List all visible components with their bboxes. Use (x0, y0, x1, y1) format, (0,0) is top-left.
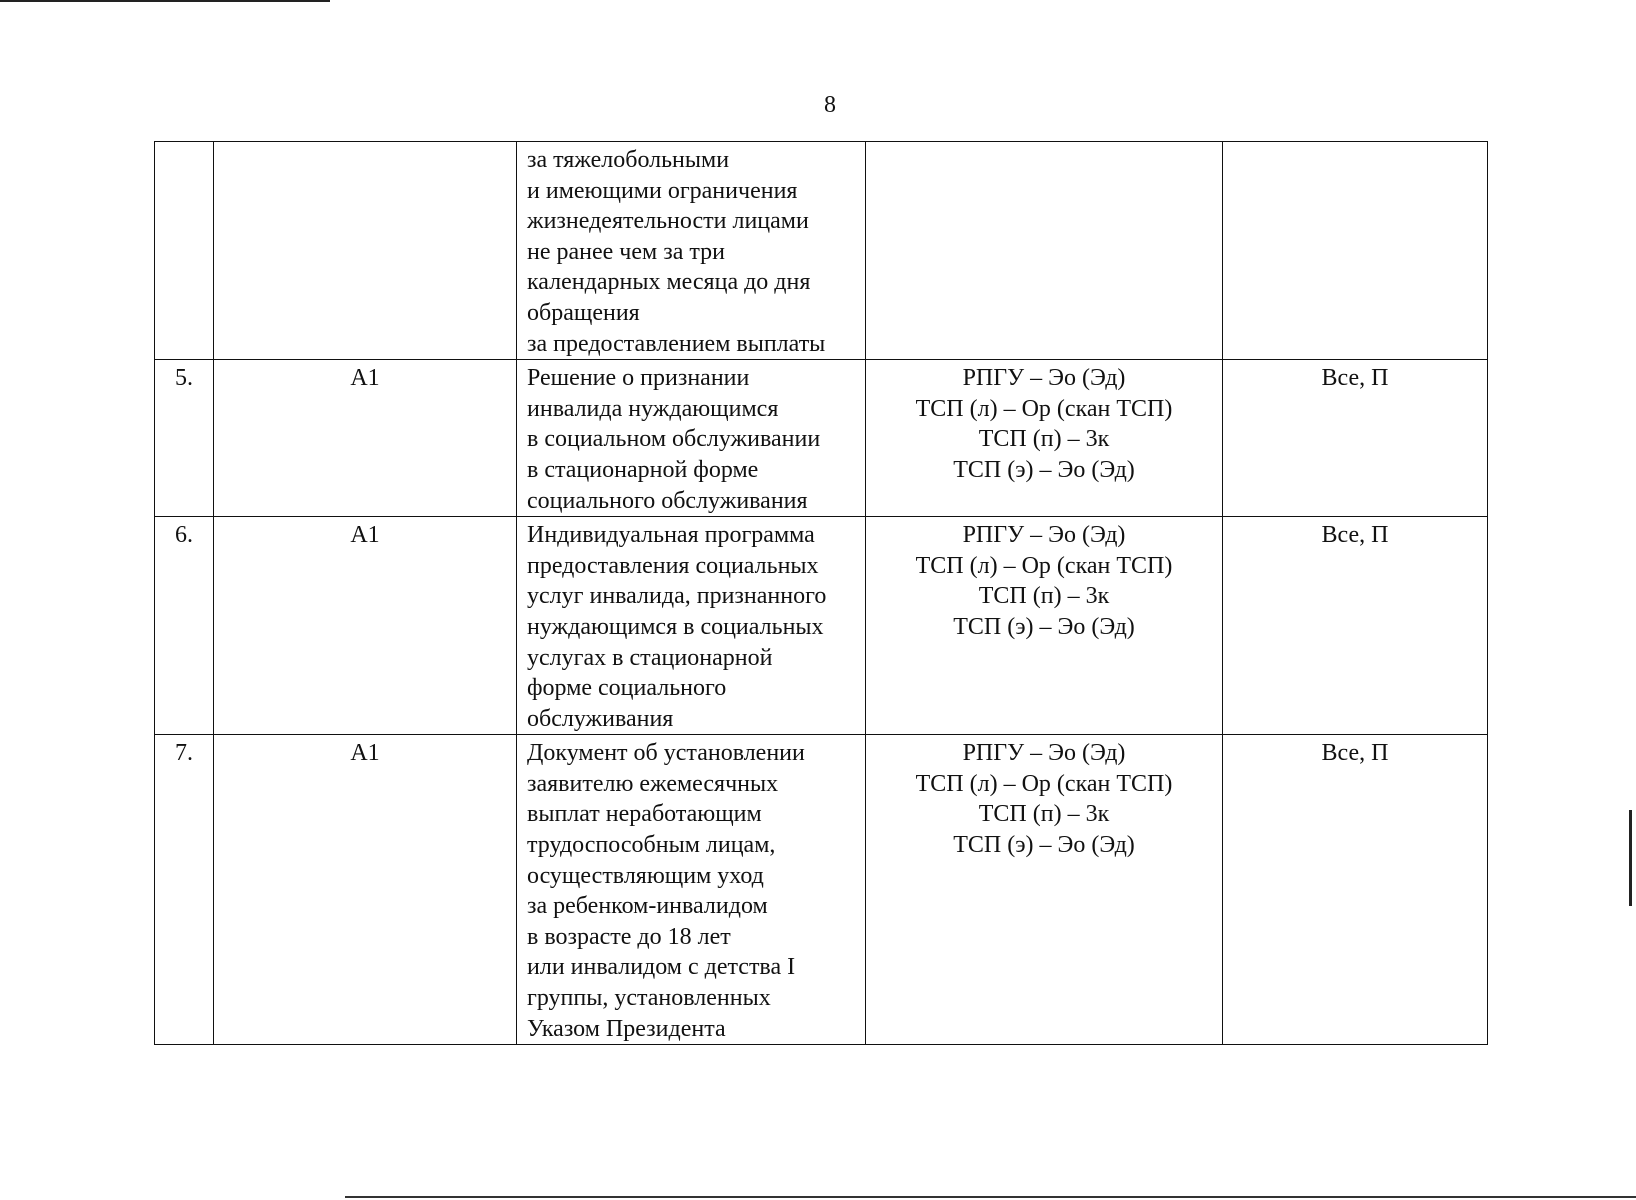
row-code-cell (214, 142, 517, 360)
source-line: ТСП (п) – 3к (978, 583, 1110, 610)
description-line: в социальном обслуживании (527, 426, 821, 453)
documents-table (154, 141, 1488, 1045)
description-line: обслуживания (527, 705, 674, 732)
source-line: ТСП (э) – Эо (Эд) (953, 832, 1135, 859)
scan-edge-bottom (345, 1196, 1636, 1198)
source-line: ТСП (э) – Эо (Эд) (953, 456, 1135, 483)
description-line: за ребенком-инвалидом (527, 893, 768, 920)
description-line: Индивидуальная программа (527, 522, 815, 549)
source-line: ТСП (л) – Ор (скан ТСП) (915, 395, 1173, 422)
description-line: нуждающимся в социальных (527, 613, 824, 640)
description-line: календарных месяца до дня (527, 269, 811, 296)
description-line: или инвалидом с детства I (527, 954, 796, 981)
table-row (155, 735, 1488, 1045)
description-line: инвалида нуждающимся (527, 395, 779, 422)
description-line: осуществляющим уход (527, 862, 764, 889)
description-line: и имеющими ограничения (527, 177, 798, 204)
row-number-cell: 5. (155, 360, 214, 517)
row-category-cell: Все, П (1223, 517, 1488, 735)
row-sources-cell (866, 735, 1223, 1045)
description-line: Решение о признании (527, 365, 750, 392)
page-number: 8 (824, 92, 836, 118)
description-line: за предоставлением выплаты (527, 330, 826, 357)
row-description-cell (517, 142, 866, 360)
table-row (155, 517, 1488, 735)
description-line: Указом Президента (527, 1015, 726, 1042)
row-code-cell: А1 (214, 735, 517, 1045)
source-line: РПГУ – Эо (Эд) (962, 740, 1126, 767)
row-description-cell (517, 360, 866, 517)
row-sources-cell (866, 517, 1223, 735)
row-sources-cell (866, 142, 1223, 360)
description-line: трудоспособным лицам, (527, 832, 776, 859)
row-category-cell: Все, П (1223, 360, 1488, 517)
table-row (155, 142, 1488, 360)
description-line: социального обслуживания (527, 487, 808, 514)
row-sources-cell (866, 360, 1223, 517)
description-line: выплат неработающим (527, 801, 762, 828)
row-description-cell (517, 517, 866, 735)
row-number-cell: 6. (155, 517, 214, 735)
scan-edge-right (1629, 810, 1632, 906)
description-line: форме социального (527, 675, 727, 702)
source-line: ТСП (п) – 3к (978, 801, 1110, 828)
source-line: РПГУ – Эо (Эд) (962, 522, 1126, 549)
row-number-cell: 7. (155, 735, 214, 1045)
row-category-cell: Все, П (1223, 735, 1488, 1045)
description-line: в возрасте до 18 лет (527, 923, 731, 950)
source-line: ТСП (л) – Ор (скан ТСП) (915, 770, 1173, 797)
description-line: предоставления социальных (527, 552, 819, 579)
row-description-cell (517, 735, 866, 1045)
source-line: ТСП (л) – Ор (скан ТСП) (915, 552, 1173, 579)
description-line: услугах в стационарной (527, 644, 773, 671)
description-line: обращения (527, 299, 640, 326)
description-line: заявителю ежемесячных (527, 770, 779, 797)
description-line: за тяжелобольными (527, 147, 730, 173)
row-number-cell (155, 142, 214, 360)
row-code-cell: А1 (214, 360, 517, 517)
description-line: жизнедеятельности лицами (527, 208, 809, 235)
source-line: ТСП (э) – Эо (Эд) (953, 613, 1135, 640)
source-line: РПГУ – Эо (Эд) (962, 365, 1126, 392)
description-line: услуг инвалида, признанного (527, 583, 827, 610)
row-category-cell (1223, 142, 1488, 360)
description-line: группы, установленных (527, 985, 771, 1012)
description-line: Документ об установлении (527, 740, 805, 767)
row-code-cell: А1 (214, 517, 517, 735)
scan-edge-top (0, 0, 330, 2)
source-line: ТСП (п) – 3к (978, 426, 1110, 453)
description-line: не ранее чем за три (527, 238, 725, 265)
description-line: в стационарной форме (527, 456, 759, 483)
table-row (155, 360, 1488, 517)
